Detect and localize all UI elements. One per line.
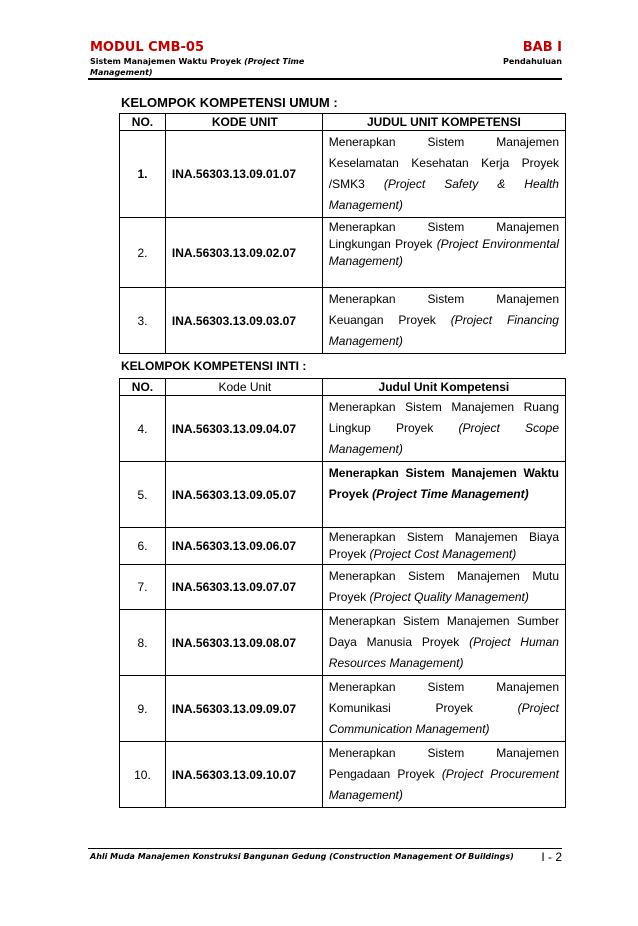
- col-header-no: NO.: [120, 379, 166, 396]
- unit-title: Menerapkan Sistem Manajemen Lingkungan Proyek (Project Environmental Management): [322, 218, 565, 288]
- unit-code: INA.56303.13.09.08.07: [165, 610, 322, 676]
- section-label: Pendahuluan: [502, 57, 562, 66]
- table-row: [120, 610, 566, 676]
- table-row: [120, 676, 566, 742]
- unit-no: 4.: [120, 396, 166, 462]
- unit-no: 9.: [120, 676, 166, 742]
- table-row: [120, 396, 566, 462]
- table-header-row: [120, 114, 566, 131]
- col-header-title: JUDUL UNIT KOMPETENSI: [322, 114, 565, 131]
- unit-title: Menerapkan Sistem Manajemen Sumber Daya Manusia Proyek (Project Human Resources Management): [322, 610, 565, 676]
- unit-no: 8.: [120, 610, 166, 676]
- table-row: [120, 462, 566, 528]
- general-group-title: KELOMPOK KOMPETENSI UMUM :: [121, 95, 338, 110]
- unit-code: INA.56303.13.09.07.07: [165, 565, 322, 610]
- col-header-code: Kode Unit: [165, 379, 322, 396]
- unit-title: Menerapkan Sistem Manajemen Keuangan Proyek (Project Financing Management): [322, 288, 565, 354]
- unit-code: INA.56303.13.09.03.07: [165, 288, 322, 354]
- unit-no: 1.: [120, 131, 166, 218]
- table-header-row: [120, 379, 566, 396]
- unit-code: INA.56303.13.09.02.07: [165, 218, 322, 288]
- table-row: [120, 528, 566, 565]
- table-row: [120, 565, 566, 610]
- unit-code: INA.56303.13.09.10.07: [165, 742, 322, 808]
- unit-no: 3.: [120, 288, 166, 354]
- unit-code: INA.56303.13.09.04.07: [165, 396, 322, 462]
- unit-title: Menerapkan Sistem Manajemen Waktu Proyek (Project Time Management): [322, 462, 565, 528]
- chapter-label: BAB I: [522, 40, 562, 55]
- unit-title: Menerapkan Sistem Manajemen Ruang Lingkup Proyek (Project Scope Management): [322, 396, 565, 462]
- unit-title: Menerapkan Sistem Manajemen Keselamatan Kesehatan Kerja Proyek /SMK3 (Project Safety & Health Management): [322, 131, 565, 218]
- col-header-title: Judul Unit Kompetensi: [322, 379, 565, 396]
- general-competency-table: [119, 113, 566, 354]
- unit-title: Menerapkan Sistem Manajemen Pengadaan Proyek (Project Procurement Management): [322, 742, 565, 808]
- page-header-right: [503, 40, 562, 67]
- unit-no: 2.: [120, 218, 166, 288]
- unit-title: Menerapkan Sistem Manajemen Biaya Proyek (Project Cost Management): [322, 528, 565, 565]
- unit-title: Menerapkan Sistem Manajemen Mutu Proyek (Project Quality Management): [322, 565, 565, 610]
- unit-code: INA.56303.13.09.05.07: [165, 462, 322, 528]
- unit-no: 5.: [120, 462, 166, 528]
- unit-no: 6.: [120, 528, 166, 565]
- unit-title: Menerapkan Sistem Manajemen Komunikasi Proyek (Project Communication Management): [322, 676, 565, 742]
- table-row: [120, 288, 566, 354]
- footer-text: Ahli Muda Manajemen Konstruksi Bangunan Gedung (Construction Management Of Buildings): [90, 852, 514, 861]
- unit-code: INA.56303.13.09.06.07: [165, 528, 322, 565]
- core-competency-table: [119, 378, 566, 808]
- table-row: [120, 742, 566, 808]
- module-title: MODUL CMB-05: [90, 40, 205, 55]
- core-group-title: KELOMPOK KOMPETENSI INTI :: [121, 359, 307, 373]
- page-header-left: [90, 40, 330, 78]
- unit-no: 10.: [120, 742, 166, 808]
- page-number: I - 2: [541, 850, 562, 864]
- unit-no: 7.: [120, 565, 166, 610]
- unit-code: INA.56303.13.09.01.07: [165, 131, 322, 218]
- header-divider: [88, 78, 562, 80]
- module-subtitle: Sistem Manajemen Waktu Proyek (Project Time Management): [90, 57, 305, 77]
- col-header-no: NO.: [120, 114, 166, 131]
- table-row: [120, 218, 566, 288]
- table-row: [120, 131, 566, 218]
- col-header-code: KODE UNIT: [165, 114, 322, 131]
- unit-code: INA.56303.13.09.09.07: [165, 676, 322, 742]
- footer-divider: [88, 848, 562, 849]
